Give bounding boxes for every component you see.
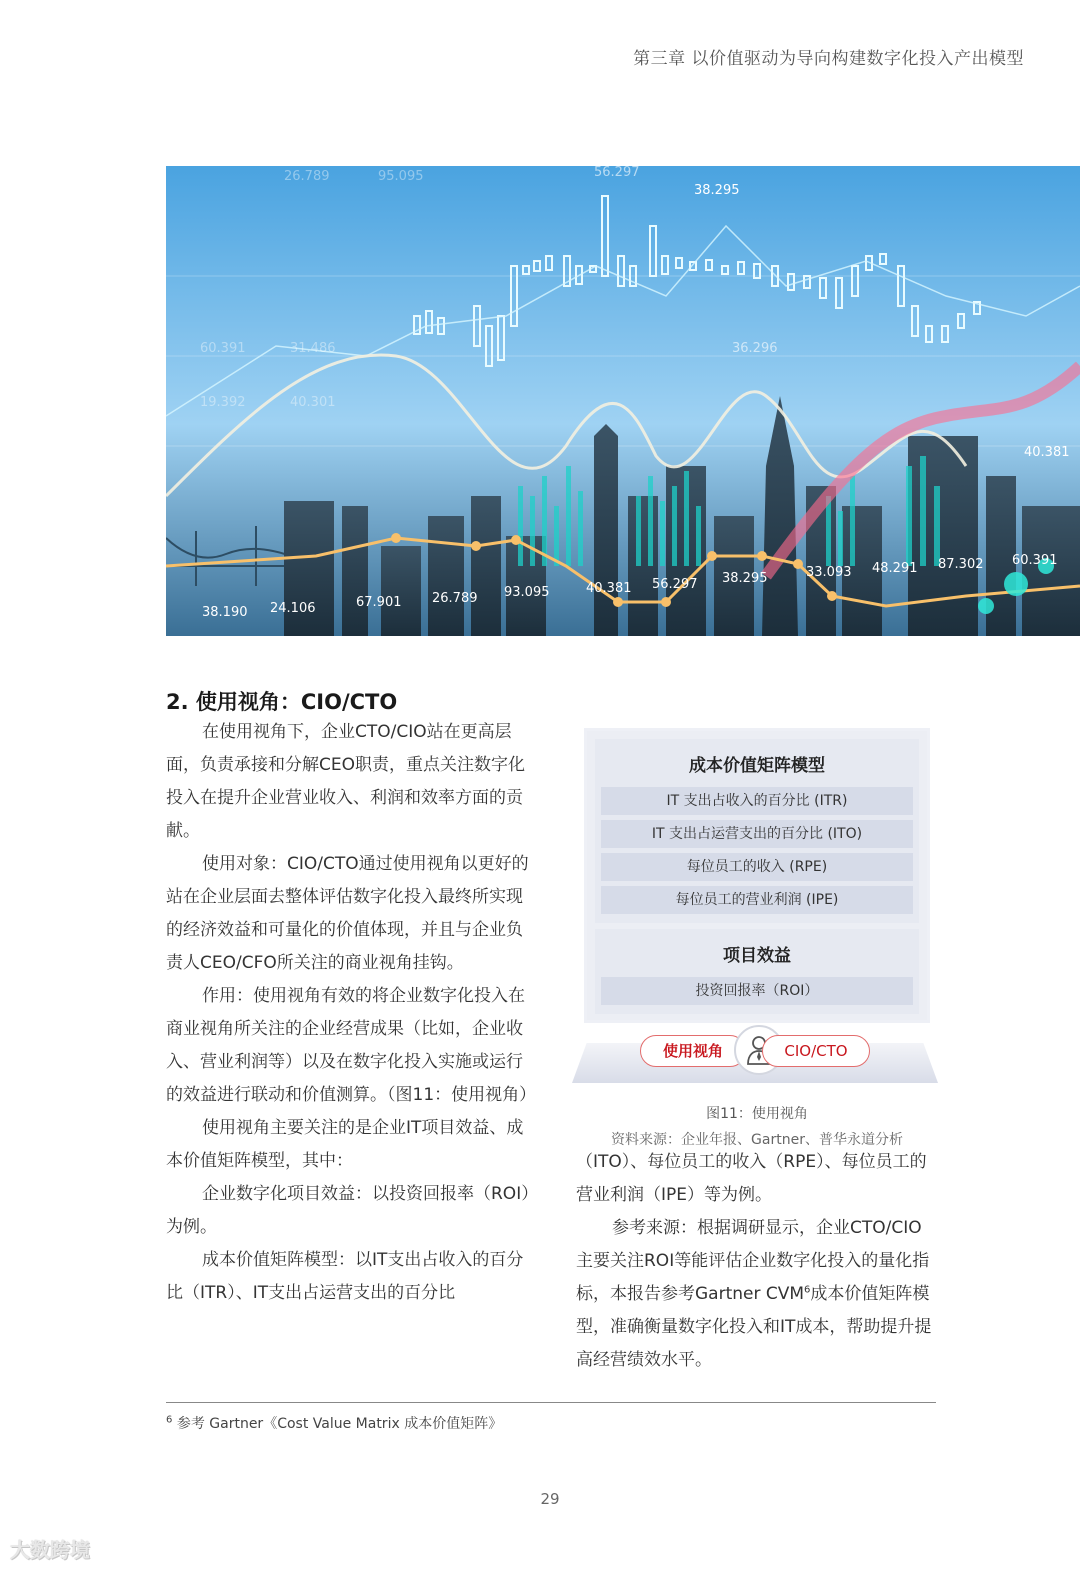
- figure-caption: 图11：使用视角: [706, 1106, 808, 1122]
- hero-label: 38.295: [722, 571, 768, 586]
- hero-label: 38.295: [694, 183, 740, 198]
- footnote-marker: 6: [804, 1284, 811, 1296]
- hero-label: 93.095: [504, 585, 550, 600]
- footnote-mark: 6: [166, 1414, 173, 1426]
- paragraph: 使用对象：CIO/CTO通过使用视角以更好的站在企业层面去整体评估数字化投入最终所实现的经济效益和可量化的价值体现，并且与企业负责人CEO/CFO所关注的商业视角挂钩。: [166, 854, 529, 973]
- left-column-text: [166, 716, 537, 1310]
- paragraph: 使用视角主要关注的是企业IT项目效益、成本价值矩阵模型，其中：: [166, 1118, 524, 1171]
- hero-label: 19.392: [200, 395, 246, 410]
- hero-label: 33.093: [806, 565, 852, 580]
- watermark-logo: 大数跨境: [10, 1538, 90, 1562]
- hero-label: 48.291: [872, 561, 918, 576]
- metric-item: IT 支出占运营支出的百分比 (ITO): [601, 820, 913, 848]
- paragraph: 企业数字化项目效益：以投资回报率（ROI）为例。: [166, 1184, 530, 1237]
- footnote-text: 参考 Gartner《Cost Value Matrix 成本价值矩阵》: [176, 1416, 503, 1432]
- metric-item: 每位员工的营业利润 (IPE): [601, 886, 913, 914]
- hero-finance-image: [166, 166, 1080, 636]
- hero-label: 31.486: [290, 341, 336, 356]
- metric-item: 投资回报率（ROI）: [601, 977, 913, 1005]
- perspective-label: 使用视角: [640, 1035, 746, 1067]
- perspective-platform: [584, 1029, 930, 1095]
- hero-label: 95.095: [378, 169, 424, 184]
- hero-label: 40.381: [586, 581, 632, 596]
- footnote-divider: [166, 1402, 936, 1403]
- hero-label: 56.297: [652, 577, 698, 592]
- group-title: 成本价值矩阵模型: [689, 756, 825, 776]
- hero-label: 87.302: [938, 557, 984, 572]
- hero-label: 26.789: [432, 591, 478, 606]
- hero-label: 38.190: [202, 605, 248, 620]
- paragraph: （ITO）、每位员工的收入（RPE）、每位员工的营业利润（IPE）等为例。: [576, 1152, 927, 1205]
- hero-label: 60.391: [200, 341, 246, 356]
- hero-label: 56.297: [594, 166, 640, 180]
- hero-label: 40.381: [1024, 445, 1070, 460]
- paragraph-reference: [576, 1212, 938, 1377]
- chapter-header: 第三章 以价值驱动为导向构建数字化投入产出模型: [633, 49, 1024, 69]
- role-label: CIO/CTO: [762, 1035, 870, 1067]
- paragraph: 作用：使用视角有效的将企业数字化投入在商业视角所关注的企业经营成果（比如，企业收入、营业利润等）以及在数字化投入实施或运行的效益进行联动和价值测算。（图11：使用视角）: [166, 986, 537, 1105]
- metric-item: IT 支出占收入的百分比 (ITR): [601, 787, 913, 815]
- hero-label: 24.106: [270, 601, 316, 616]
- project-benefit-group: [595, 929, 919, 1014]
- figure-source: 资料来源：企业年报、Gartner、普华永道分析: [611, 1132, 903, 1148]
- figure-usage-perspective: [584, 728, 930, 1149]
- hero-label: 67.901: [356, 595, 402, 610]
- cost-value-matrix-group: [595, 739, 919, 923]
- city-chart-illustration: [166, 166, 1080, 636]
- right-column-text: [576, 1146, 938, 1377]
- paragraph: 在使用视角下，企业CTO/CIO站在更高层面，负责承接和分解CEO职责，重点关注数字化投入在提升企业营业收入、利润和效率方面的贡献。: [166, 722, 525, 841]
- footnote: [166, 1413, 502, 1433]
- section-title: 2. 使用视角：CIO/CTO: [166, 690, 398, 714]
- group-title: 项目效益: [723, 946, 791, 966]
- figure-box: [584, 728, 930, 1023]
- page-number: 29: [540, 1490, 560, 1508]
- hero-label: 40.301: [290, 395, 336, 410]
- hero-label: 60.391: [1012, 553, 1058, 568]
- metric-item: 每位员工的收入 (RPE): [601, 853, 913, 881]
- paragraph-text: 成本价值矩阵模型，准确衡量数字化投入和IT成本，帮助提升提高经营绩效水平。: [576, 1284, 932, 1370]
- hero-label: 26.789: [284, 169, 330, 184]
- paragraph-text: 参考来源：根据调研显示，企业CTO/CIO主要关注ROI等能评估企业数字化投入的量化指标，本报告参考Gartner CVM: [576, 1218, 930, 1304]
- paragraph: 成本价值矩阵模型：以IT支出占收入的百分比（ITR）、IT支出占运营支出的百分比: [166, 1250, 524, 1303]
- hero-label: 36.296: [732, 341, 778, 356]
